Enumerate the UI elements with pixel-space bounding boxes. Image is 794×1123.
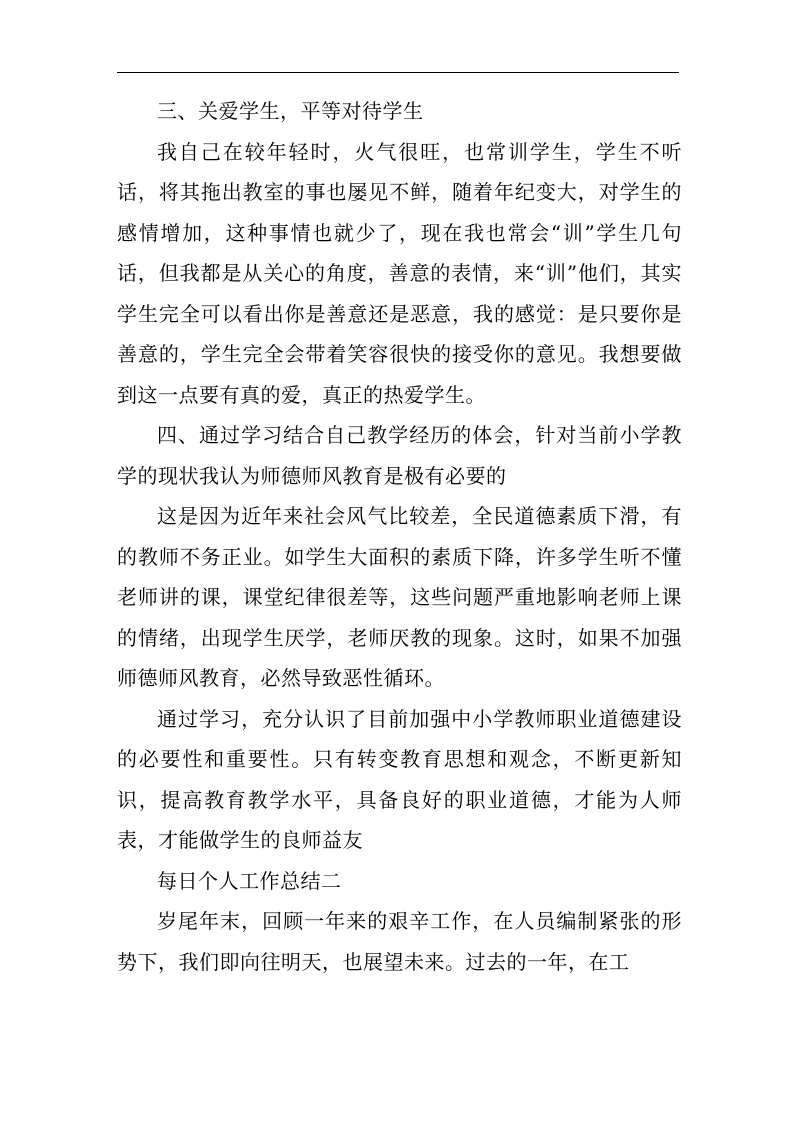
section-heading-3: 三、关爱学生，平等对待学生 <box>157 99 424 123</box>
summary-title-two: 每日个人工作总结二 <box>157 868 342 893</box>
paragraph-care-for-students: 我自己在较年轻时，火气很旺，也常训学生，学生不听话，将其拖出教室的事也屡见不鲜，随着年纪变大，对学生的感情增加，这种事情也就少了，现在我也常会“训”学生几句话，但我都是从关心的角度，善意的表情，来“训”他们，其实学生完全可以看出你是善意还是恶意，我的感觉：是只要你是善意的，学生完全会带着笑容很快的接受你的意见。我想要做到这一点要有真的爱，真正的热爱学生。 <box>117 139 682 407</box>
section-heading-4: 四、通过学习结合自己教学经历的体会，针对当前小学教学的现状我认为师德师风教育是极有必要的 <box>117 423 682 488</box>
paragraph-learning-conclusion: 通过学习，充分认识了目前加强中小学教师职业道德建设的必要性和重要性。只有转变教育思想和观念，不断更新知识，提高教育教学水平，具备良好的职业道德，才能为人师表，才能做学生的良师益友 <box>117 706 682 852</box>
paragraph-social-climate: 这是因为近年来社会风气比较差，全民道德素质下滑，有的教师不务正业。如学生大面积的素质下降，许多学生听不懂老师讲的课，课堂纪律很差等，这些问题严重地影响老师上课的情绪，出现学生厌学，老师厌教的现象。这时，如果不加强师德师风教育，必然导致恶性循环。 <box>117 504 682 690</box>
paragraph-year-end-review: 岁尾年末，回顾一年来的艰辛工作，在人员编制紧张的形势下，我们即向往明天，也展望未来。过去的一年，在工 <box>117 909 682 974</box>
header-rule <box>117 72 679 73</box>
document-body <box>117 91 682 982</box>
